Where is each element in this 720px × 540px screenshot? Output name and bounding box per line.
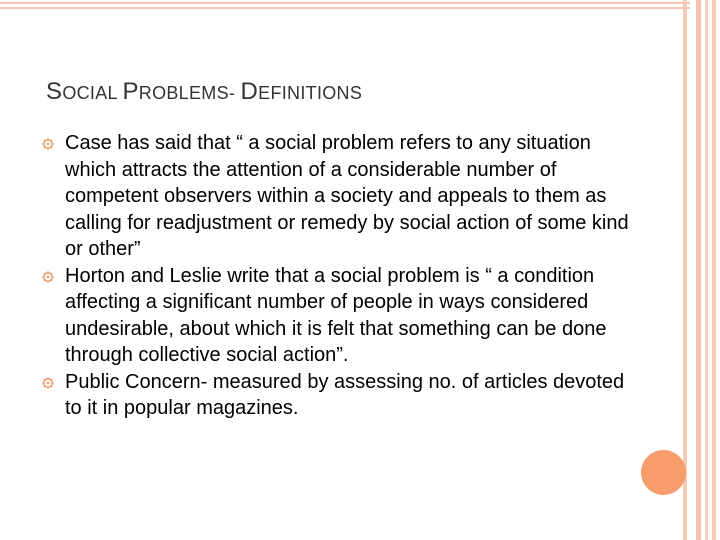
- slide-title: [46, 78, 362, 106]
- title-cap: S: [46, 78, 63, 105]
- gear-icon: [42, 271, 54, 283]
- bullet-item: [42, 263, 642, 369]
- border-stripe: [712, 0, 716, 540]
- gear-icon: [42, 138, 54, 150]
- bullet-item: [42, 369, 642, 422]
- border-stripe: [696, 0, 701, 540]
- border-stripe: [683, 0, 687, 540]
- title-rest: EFINITIONS: [258, 83, 363, 103]
- top-rule: [0, 2, 690, 4]
- border-stripe: [705, 0, 708, 540]
- title-rest: ROBLEMS-: [138, 83, 241, 103]
- gear-icon: [42, 377, 54, 389]
- title-rest: OCIAL: [62, 83, 123, 103]
- bullet-text: Case has said that “ a social problem refers to any situation which attracts the attention of a considerable number of competent observers within a society and appeals to them as calling for readjustment or remedy by social action of some kind or other”: [65, 132, 629, 260]
- bullet-text: Horton and Leslie write that a social problem is “ a condition affecting a significant number of people in ways considered undesirable, about which it is felt that something can be done through collective social action”.: [65, 264, 607, 366]
- bullet-text: Public Concern- measured by assessing no. of articles devoted to it in popular magazines.: [65, 370, 625, 419]
- title-cap: P: [122, 78, 139, 105]
- bullet-item: [42, 130, 642, 263]
- bullet-list: [42, 130, 642, 422]
- accent-circle: [641, 450, 686, 495]
- top-rule: [0, 7, 690, 9]
- title-cap: D: [240, 78, 259, 105]
